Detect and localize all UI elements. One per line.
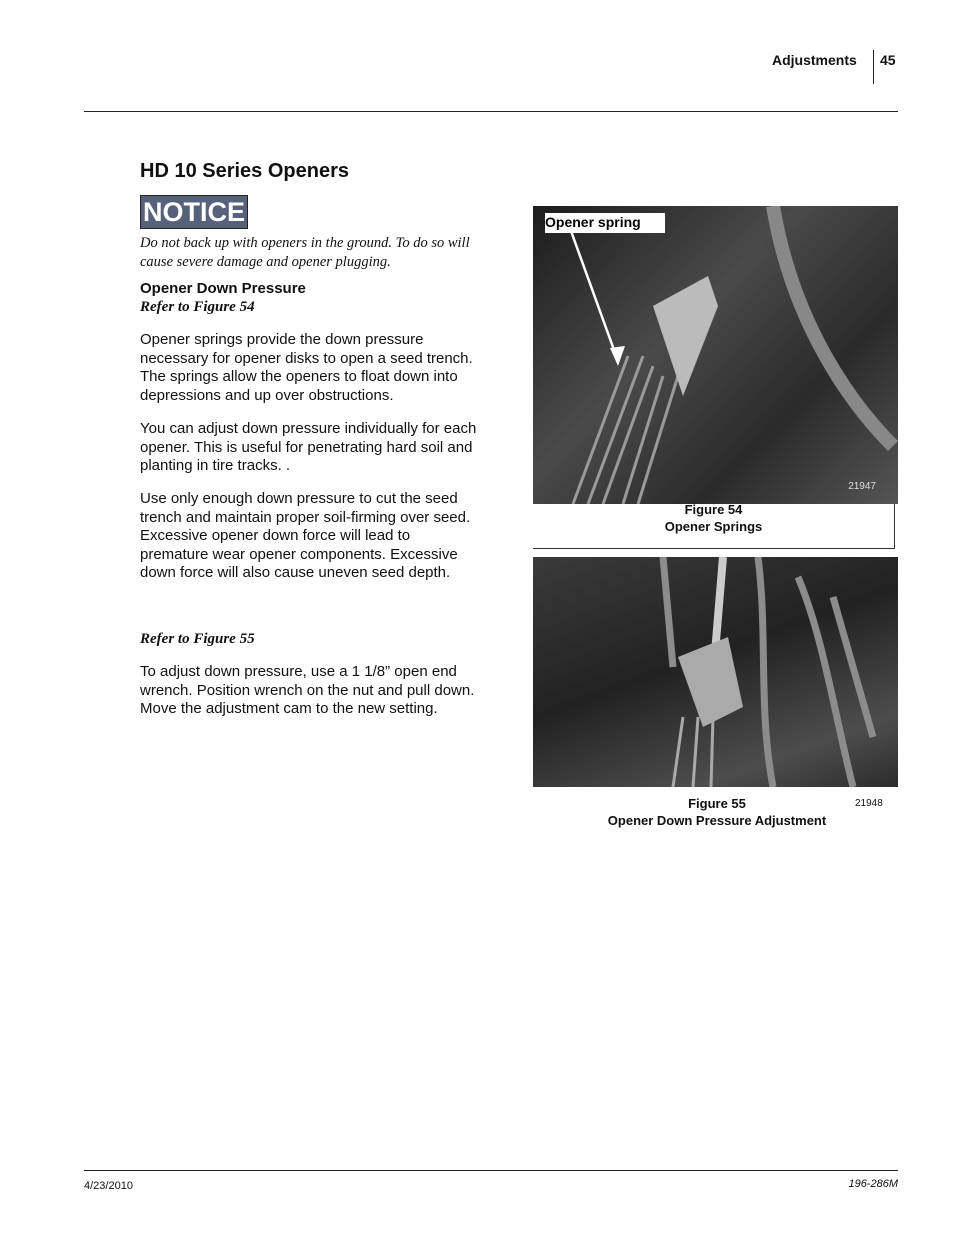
figure-54-photo — [533, 206, 898, 504]
figure-54-caption: Opener Springs — [664, 519, 763, 534]
notice-text: Do not back up with openers in the ground. To do so will cause severe damage and opener plugging. — [140, 235, 470, 270]
refer-figure-55: Refer to Figure 55 — [140, 631, 255, 647]
figure-54-number: Figure 54 — [684, 502, 743, 517]
page-number: 45 — [880, 52, 896, 68]
figure-54-id: 21947 — [848, 481, 876, 492]
footer-doc-number: 196-286M — [848, 1178, 898, 1190]
paragraph: You can adjust down pressure individually for each opener. This is useful for penetrating hard soil and planting in tire tracks. . — [140, 420, 477, 475]
figure-55-caption: Opener Down Pressure Adjustment — [607, 813, 827, 828]
footer-rule — [84, 1170, 898, 1171]
paragraph: Opener springs provide the down pressure necessary for opener disks to open a seed trench. The springs allow the openers to float down into depressions and up over obstructions. — [140, 331, 473, 404]
opener-spring-callout: Opener spring — [545, 213, 665, 233]
figure-54-caption-box — [533, 504, 895, 549]
figure-55-number: Figure 55 — [688, 796, 746, 811]
header-divider — [873, 50, 874, 84]
paragraph: To adjust down pressure, use a 1 1/8” open end wrench. Position wrench on the nut and pull down. Move the adjustment cam to the new setting. — [140, 663, 475, 718]
page-title: HD 10 Series Openers — [140, 160, 349, 182]
header-rule — [84, 111, 898, 112]
refer-figure-54: Refer to Figure 54 — [140, 299, 255, 315]
paragraph: Use only enough down pressure to cut the seed trench and maintain proper soil-firming over seed. Excessive opener down force will lead to premature wear opener components. Excessive down force will also cause uneven seed depth. — [140, 490, 471, 582]
subheading: Opener Down Pressure — [140, 280, 306, 297]
figure-55-id: 21948 — [855, 798, 883, 809]
footer-date: 4/23/2010 — [84, 1180, 133, 1192]
notice-badge: NOTICE — [140, 195, 248, 229]
section-name: Adjustments — [772, 52, 857, 68]
figure-55-photo — [533, 557, 898, 787]
